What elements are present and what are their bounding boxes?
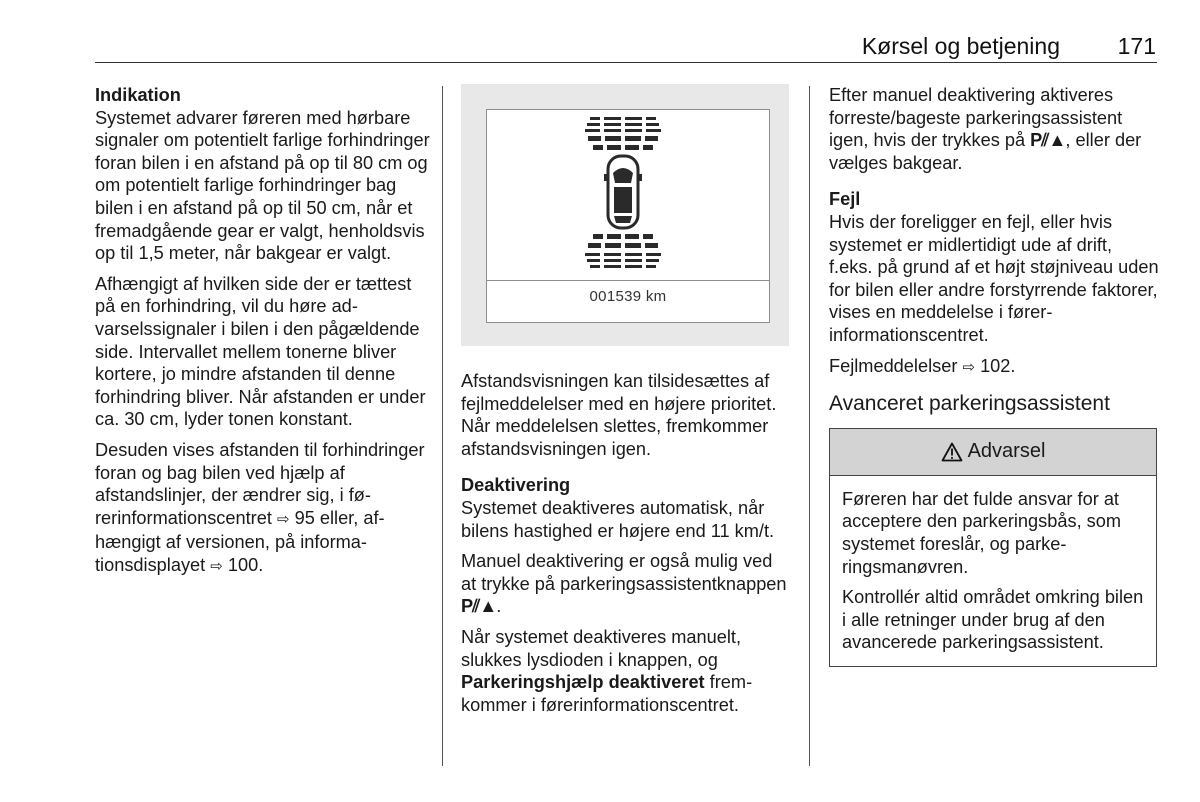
warning-triangle-icon <box>941 442 963 462</box>
page-ref-arrow-icon[interactable]: ⇨ <box>276 510 290 528</box>
driver-info-screen <box>486 109 770 323</box>
column-divider-1 <box>442 86 443 766</box>
running-title: Kørsel og betjening <box>861 33 1060 59</box>
parking-button-icon: P⫽▲ <box>461 596 497 617</box>
parking-sensor-graphic <box>487 110 769 280</box>
header-rule <box>95 62 1157 63</box>
car-top-view-icon <box>604 156 642 228</box>
warning-title: Advarsel <box>967 440 1046 463</box>
parking-display-figure <box>461 84 789 346</box>
paragraph-led-off: Når systemet deaktiveres manuelt, slukkes lysdioden i knappen, og Parkeringshjælp deaktiveret fremkommer i førerinformationscentret. <box>461 626 753 715</box>
paragraph-error-messages: Fejlmeddelelser ⇨ 102. <box>829 355 1016 376</box>
heading-indikation: Indikation <box>95 85 181 105</box>
section-title-advanced-parking: Avanceret parkeringsassistent <box>829 392 1110 416</box>
page-ref-arrow-icon[interactable]: ⇨ <box>962 358 976 376</box>
column-1 <box>95 84 430 586</box>
page-ref-arrow-icon[interactable]: ⇨ <box>210 557 223 575</box>
odometer-readout: 001539 km <box>589 288 667 305</box>
parking-button-icon: P⫽▲ <box>1030 130 1066 151</box>
warning-body <box>830 476 1156 666</box>
paragraph-indikation: Systemet advarer føreren med hørbare signaler om potentielt farlige forhindringer foran bilen i en afstand på op til 80 cm og om potentielt farlige forhindringer bag bilen i en afstand på op til 50 cm, når et fremadgående gear er valgt, henholdsvis op til 1,5 meter, når bakgear er valgt. <box>95 107 430 264</box>
warning-paragraph-responsibility: Føreren har det fulde ansvar for at acceptere den parkeringsbås, som systemet foreslår, og parkeringsmanøvren. <box>842 488 1122 577</box>
paragraph-distance-lines: Desuden vises afstanden til forhindringer foran og bag bilen ved hjælp af afstandslinjer, der ændrer sig, i førerinformationscentret ⇨ 95 eller, afhængigt af versionen, på informationsdisplayet ⇨ 100. <box>95 439 425 575</box>
column-divider-2 <box>809 86 810 766</box>
heading-deaktivering: Deaktivering <box>461 475 571 496</box>
column-2 <box>461 84 791 724</box>
page-number: 171 <box>1117 33 1156 59</box>
front-distance-lines <box>585 117 661 150</box>
paragraph-fault: Hvis der foreligger en fejl, eller hvis systemet er midlertidigt ude af drift, f.eks. på grund af et højt støjniveau uden for bilen eller andre forstyrrende faktorer, vises en meddelelse i førerinformationscentret. <box>829 211 1159 345</box>
paragraph-manual-deactivation: Manuel deaktivering er også mulig ved at trykke på parkeringsassistentknappen P⫽▲. <box>461 551 787 617</box>
paragraph-auto-deactivation: Systemet deaktiveres automatisk, når bilens hastighed er højere end 11 km/t. <box>461 497 775 541</box>
warning-header <box>830 429 1156 476</box>
paragraph-reactivation: Efter manuel deaktivering aktiveres forreste/bageste parkeringsassistent igen, hvis der trykkes på P⫽▲, eller der vælges bakgear. <box>829 85 1142 173</box>
paragraph-side-warning: Afhængigt af hvilken side der er tættest på en forhindring, vil du høre advarselssignaler i bilen i den pågældende side. Intervallet mellem tonerne bliver kortere, jo mindre afstanden til denne forhindring bliver. Når afstanden er under ca. 30 cm, lyder tonen konstant. <box>95 273 426 430</box>
message-parkeringshjaelp-deaktiveret: Parkeringshjælp deaktiveret <box>461 672 705 693</box>
column-3 <box>829 84 1159 667</box>
warning-paragraph-check-area: Kontrollér altid området omkring bilen i alle retninger under brug af den avancerede parkeringsassistent. <box>842 587 1144 653</box>
heading-fejl: Fejl <box>829 189 861 210</box>
warning-box <box>829 428 1157 667</box>
screen-divider <box>487 280 769 281</box>
rear-distance-lines <box>585 234 661 268</box>
paragraph-override: Afstandsvisningen kan tilsidesættes af fejlmeddelelser med en højere prioritet. Når meddelelsen slettes, fremkommer afstandsvisningen igen. <box>461 371 777 459</box>
